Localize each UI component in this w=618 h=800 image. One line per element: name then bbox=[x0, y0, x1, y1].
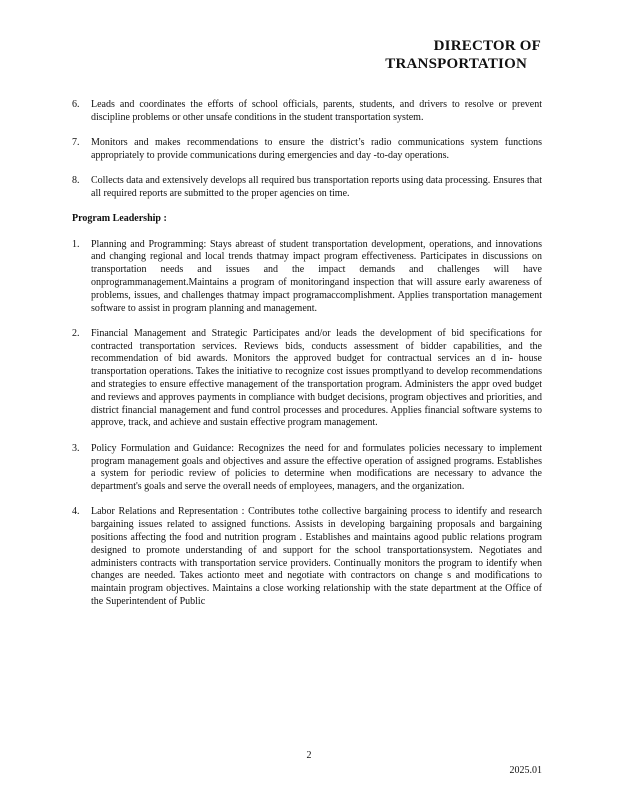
duty-item-6 bbox=[72, 99, 542, 125]
document-version: 2025.01 bbox=[509, 765, 542, 776]
duty-item-8 bbox=[72, 175, 542, 201]
item-number: 4. bbox=[72, 506, 80, 518]
program-item-2 bbox=[72, 328, 542, 430]
section-heading-program-leadership: Program Leadership : bbox=[72, 213, 167, 225]
program-item-4 bbox=[72, 506, 542, 608]
item-text: Leads and coordinates the efforts of school officials, parents, students, and drivers to resolve or prevent discipline problems or other unsafe conditions in the student transportation system. bbox=[91, 99, 542, 123]
item-text: Financial Management and Strategic Participates and/or leads the development of bid specifications for contracted transportation services. Reviews bids, conducts assessment of bidder capabilities, and the recommendation of bid awards. Monitors the approved budget for contractual services an d in- house transportation operations. Takes the initiative to recognize cost issues promptlyand to develop recommendations and strategies to ensure effective management of the transportation program. Administers the appr oved budget and reviews and approves payments in compliance with budget decisions, program objectives and priorities, and district financial management and fund control processes and procedures. Applies financial software systems to approve, track, and achieve and sustain effective program management. bbox=[91, 327, 542, 429]
item-number: 7. bbox=[72, 137, 80, 149]
document-body bbox=[72, 99, 542, 609]
title-line-1: DIRECTOR OF bbox=[433, 38, 541, 54]
program-item-3 bbox=[72, 443, 542, 494]
item-number: 6. bbox=[72, 99, 80, 110]
item-text: Policy Formulation and Guidance: Recognizes the need for and formulates policies necessary to implement program management goals and objectives and assure the effective operation of assigned programs. Establishes a system for periodic review of policies to determine when modifications are necessary to advance the department's goals and serve the overall needs of employees, managers, and the organization. bbox=[91, 442, 542, 493]
program-item-1 bbox=[72, 239, 542, 316]
item-text: Planning and Programming: Stays abreast of student transportation development, operations, and innovations and changing regional and local trends thatmay impact program effectiveness. Participates in discussions on transportation needs and issues and the impact demands and challenges will have onprogrammanagement.Maintains a program of monitoringand inspection that will assure early awareness of problems, issues, and challenges thatmay impact programaccomplishment. Applies transportation management software to assist in program planning and management. bbox=[91, 238, 542, 314]
item-text: Monitors and makes recommendations to ensure the district’s radio communications system functions appropriately to provide communications during emergencies and day -to-day operations. bbox=[91, 137, 542, 161]
item-number: 8. bbox=[72, 175, 80, 187]
item-text: Labor Relations and Representation : Contributes tothe collective bargaining process to identify and research bargaining issues related to assigned functions. Assists in developing bargaining proposals and bargaining positions affecting the food and nutrition program . Establishes and maintains agood public relations program designed to promote understanding of and support for the school transportationsystem. Negotiates and administers contracts with transportation service providers. Continually monitors the program to identify when changes are needed. Takes actionto meet and negotiate with contractors on change s and modifications to maintain program objectives. Maintains a close working relationship with the state department at the Office of the Superintendent of Public bbox=[91, 506, 542, 607]
title-line-2: TRANSPORTATION bbox=[385, 56, 527, 72]
item-text: Collects data and extensively develops all required bus transportation reports using data processing. Ensures that all required reports are submitted to the proper agencies on time. bbox=[91, 175, 542, 199]
item-number: 1. bbox=[72, 238, 80, 250]
document-title bbox=[241, 37, 541, 73]
duty-item-7 bbox=[72, 137, 542, 163]
page-number: 2 bbox=[306, 750, 312, 761]
item-number: 2. bbox=[72, 327, 80, 339]
item-number: 3. bbox=[72, 442, 80, 454]
